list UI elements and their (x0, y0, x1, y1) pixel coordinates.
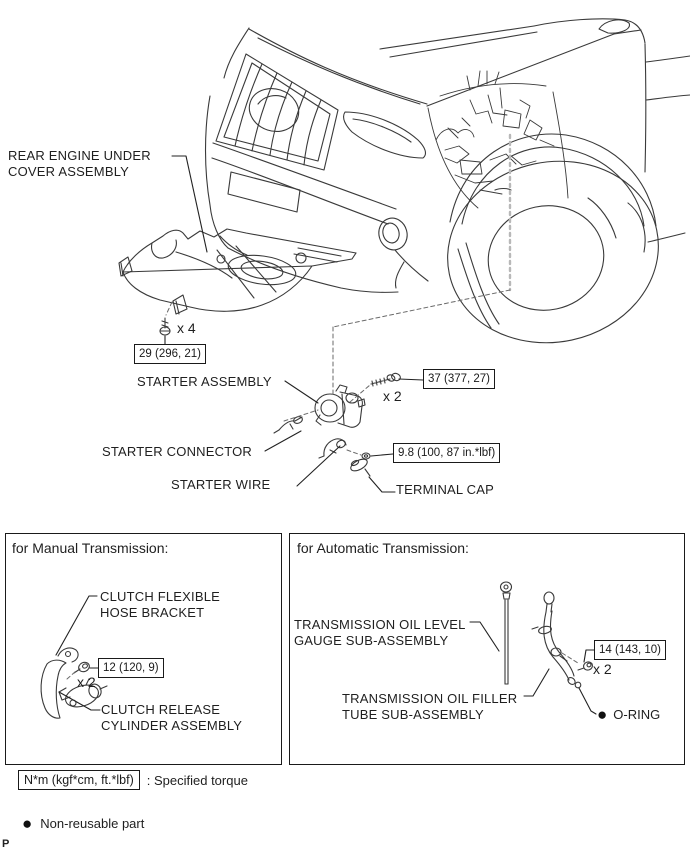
label-oil-level-gauge: TRANSMISSION OIL LEVEL GAUGE SUB-ASSEMBLY (294, 617, 466, 648)
under-cover-drawing (119, 229, 356, 314)
label-qty-x2-at: x 2 (593, 661, 612, 677)
label-qty-x4: x 4 (177, 320, 196, 336)
vehicle-illustration (206, 19, 690, 362)
torque-box-filler-tube: 14 (143, 10) (594, 640, 666, 660)
fog-lamp (375, 215, 410, 253)
label-starter-connector: STARTER CONNECTOR (102, 444, 253, 459)
label-o-ring (597, 704, 661, 724)
headlight (344, 112, 426, 158)
o-ring-text: O-RING (613, 707, 661, 722)
grille (216, 54, 338, 170)
label-qty-x2-starter: x 2 (383, 388, 402, 404)
engine-bay (428, 71, 568, 208)
side-mirror (599, 20, 629, 33)
starter-connector-drawing (274, 415, 303, 433)
label-terminal-cap: TERMINAL CAP (396, 482, 494, 497)
starter-drawing (315, 385, 365, 427)
label-starter-assembly: STARTER ASSEMBLY (137, 374, 272, 389)
label-qty-x2-mt: x 2 (77, 674, 96, 690)
label-rear-engine-under-cover: REAR ENGINE UNDER COVER ASSEMBLY (8, 148, 151, 179)
torque-legend (18, 770, 248, 790)
manual-transmission-title: for Manual Transmission: (12, 540, 169, 556)
label-starter-wire: STARTER WIRE (171, 477, 271, 492)
under-cover-bolt-icon (160, 318, 170, 335)
torque-box-starter-bolts: 37 (377, 27) (423, 369, 495, 389)
non-reusable-legend (22, 813, 145, 833)
non-reusable-dot-icon: ● (22, 813, 33, 833)
terminal-cap-drawing (349, 457, 370, 476)
front-wheel (431, 134, 676, 362)
starter-wire-drawing (319, 439, 347, 458)
torque-symbol-meaning: : Specified torque (146, 772, 248, 788)
label-oil-filler-tube: TRANSMISSION OIL FILLER TUBE SUB-ASSEMBLY (342, 691, 518, 722)
non-reusable-text: Non-reusable part (40, 816, 145, 831)
torque-symbol-box: N*m (kgf*cm, ft.*lbf) (18, 770, 140, 790)
automatic-transmission-title: for Automatic Transmission: (297, 540, 469, 556)
starter-bolt-icon (371, 372, 401, 386)
label-clutch-flexible-hose-bracket: CLUTCH FLEXIBLE HOSE BRACKET (100, 589, 221, 620)
torque-box-starter-wire-nut: 9.8 (100, 87 in.*lbf) (393, 443, 500, 463)
wire-nut-icon (362, 453, 370, 459)
footer-page-char: P (2, 838, 10, 850)
torque-box-clutch-bracket: 12 (120, 9) (98, 658, 164, 678)
non-reusable-dot-icon: ● (597, 704, 608, 724)
torque-box-under-cover: 29 (296, 21) (134, 344, 206, 364)
label-clutch-release-cylinder: CLUTCH RELEASE CYLINDER ASSEMBLY (101, 702, 243, 733)
